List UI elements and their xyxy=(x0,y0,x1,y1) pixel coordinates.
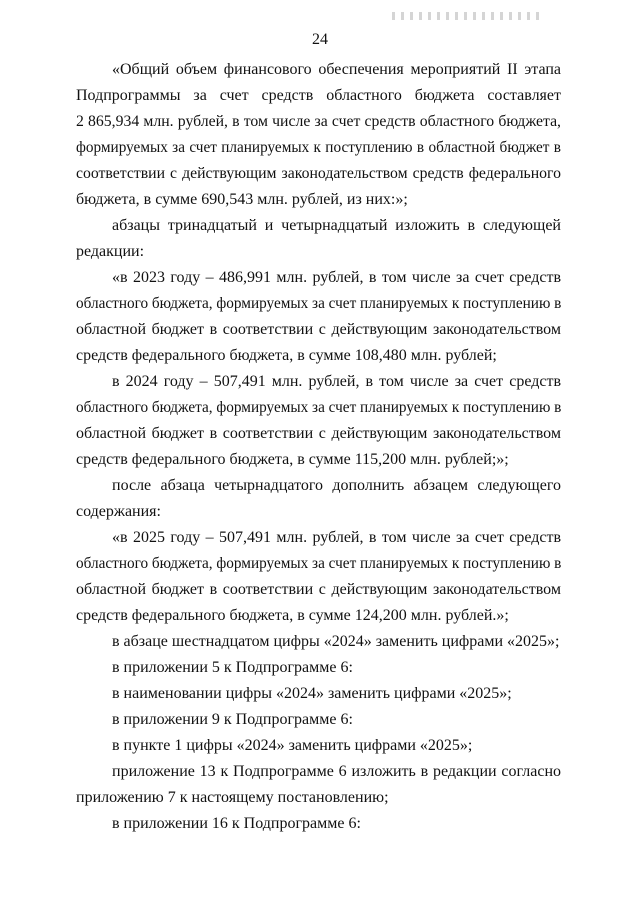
text-line: областного бюджета, формируемых за счет планируемых к поступлению в xyxy=(76,295,562,312)
text-line: в наименовании цифры «2024» заменить цифрами «2025»; xyxy=(112,685,512,702)
text-line: «Общий объем финансового обеспечения мероприятий II этапа xyxy=(112,61,561,78)
text-line: «в 2025 году – 507,491 млн. рублей, в том числе за счет средств xyxy=(112,529,561,546)
page-number: 24 xyxy=(312,31,328,48)
document-body xyxy=(76,57,561,837)
text-line: приложение 13 к Подпрограмме 6 изложить в редакции согласно xyxy=(112,763,561,780)
text-line: «в 2023 году – 486,991 млн. рублей, в том числе за счет средств xyxy=(112,269,561,286)
text-line: после абзаца четырнадцатого дополнить абзацем следующего xyxy=(112,477,561,494)
text-line: областной бюджет в соответствии с действующим законодательством xyxy=(76,321,561,338)
text-line: средств федерального бюджета, в сумме 115,200 млн. рублей;»; xyxy=(76,451,509,468)
text-line: областного бюджета, формируемых за счет планируемых к поступлению в xyxy=(76,399,562,416)
text-line: бюджета, в сумме 690,543 млн. рублей, из них:»; xyxy=(76,191,408,208)
text-line: редакции: xyxy=(76,243,145,260)
text-line: областного бюджета, формируемых за счет планируемых к поступлению в xyxy=(76,555,562,572)
text-line: приложению 7 к настоящему постановлению; xyxy=(76,789,389,806)
text-line: Подпрограммы за счет средств областного бюджета составляет xyxy=(76,87,561,104)
text-line: в пункте 1 цифры «2024» заменить цифрами «2025»; xyxy=(112,737,473,754)
text-line: в 2024 году – 507,491 млн. рублей, в том числе за счет средств xyxy=(112,373,561,390)
text-line: в абзаце шестнадцатом цифры «2024» заменить цифрами «2025»; xyxy=(112,633,560,650)
text-line: в приложении 9 к Подпрограмме 6: xyxy=(112,711,353,728)
text-line: средств федерального бюджета, в сумме 108,480 млн. рублей; xyxy=(76,347,497,364)
text-line: областной бюджет в соответствии с действующим законодательством xyxy=(76,581,561,598)
text-line: в приложении 5 к Подпрограмме 6: xyxy=(112,659,353,676)
text-line: в приложении 16 к Подпрограмме 6: xyxy=(112,815,361,832)
text-line: содержания: xyxy=(76,503,161,520)
text-line: абзацы тринадцатый и четырнадцатый изложить в следующей xyxy=(112,217,561,234)
text-line: средств федерального бюджета, в сумме 124,200 млн. рублей.»; xyxy=(76,607,509,624)
scan-artifact xyxy=(392,12,542,20)
text-line: областной бюджет в соответствии с действующим законодательством xyxy=(76,425,561,442)
text-line: 2 865,934 млн. рублей, в том числе за счет средств областного бюджета, xyxy=(76,113,561,130)
text-line: соответствии с действующим законодательством средств федерального xyxy=(76,165,561,182)
text-line: формируемых за счет планируемых к поступлению в областной бюджет в xyxy=(76,139,561,156)
